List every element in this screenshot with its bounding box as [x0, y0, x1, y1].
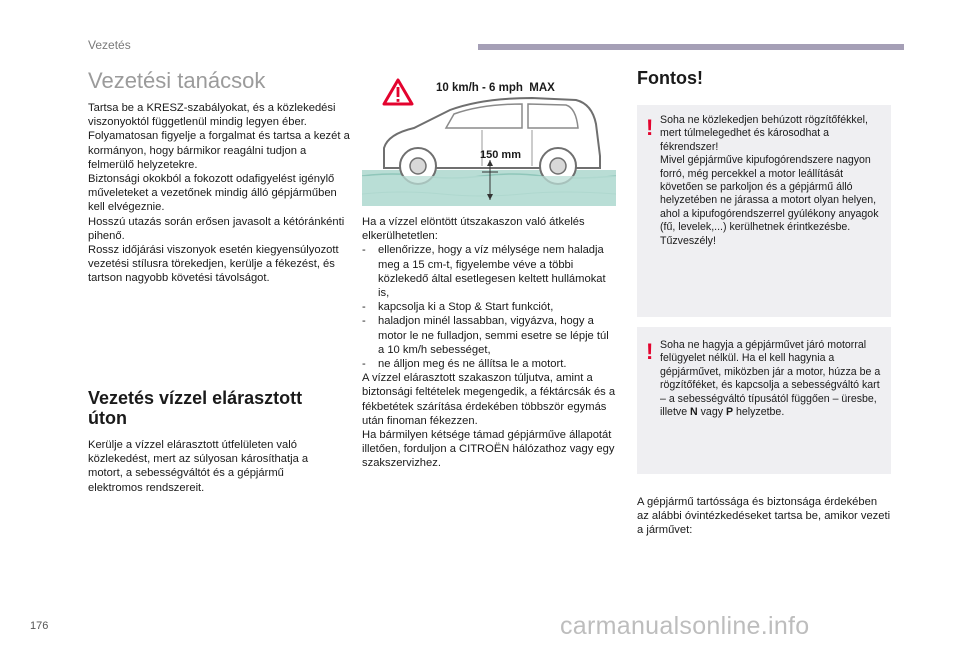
warning-box-parking-brake: [637, 105, 891, 317]
closing-text: A gépjármű tartóssága és biztonsága érdekében az alábbi óvintézkedéseket tartsa be, amikor vezeti a járművet:: [637, 496, 891, 537]
flooded-road-text: Kerülje a vízzel elárasztott útfelületen való közlekedést, mert az súlyosan károsíthatja a motort, a sebességváltót és a gépjármű elektromos rendszereit.: [88, 439, 309, 494]
flooded-road-figure: [362, 76, 616, 206]
section-title-flooded-road: Vezetés vízzel elárasztott úton: [88, 388, 303, 428]
driving-advice-text: [88, 101, 350, 286]
warning-mark-icon: !: [646, 115, 654, 140]
speed-limit-label: 10 km/h - 6 mph MAX: [436, 82, 555, 94]
box-paragraph: Soha ne közlekedjen behúzott rögzítőfékkel, mert túlmelegedhet és károsodhat a fékrendszer!: [660, 114, 868, 153]
box-paragraph: Soha ne hagyja a gépjárművet járó motorral felügyelet nélkül. Ha el kell hagynia a gépjárművet, miközben jár a motor, húzza be a rögzítőféket, és kapcsolja a sebességváltó kart – a sebességváltó típusától függően – üresbe, illetve N vagy P helyzetbe.: [660, 339, 881, 419]
doubt-text: Ha bármilyen kétsége támad gépjárműve állapotát illetően, forduljon a CITROËN hálózathoz vagy egy szakszervizhez.: [362, 429, 615, 470]
paragraph: Folyamatosan figyelje a forgalmat és tartsa a kezét a kormányon, hogy bármikor reagálni tudjon a felmerülő helyzetekre.: [88, 130, 350, 171]
intro-text: Ha a vízzel elöntött útszakaszon való átkelés elkerülhetetlen:: [362, 216, 585, 243]
flooded-road-instructions: [362, 215, 618, 471]
list-item: - ne álljon meg és ne állítsa le a motort.: [362, 358, 567, 371]
chapter-title: Vezetés: [88, 38, 131, 52]
page-number: 176: [30, 620, 49, 632]
paragraph: Hosszú utazás során erősen javasolt a kétóránkénti pihenő.: [88, 215, 345, 242]
warning-triangle-icon: [382, 78, 414, 106]
chapter-rule: [478, 44, 904, 50]
paragraph: Tartsa be a KRESZ-szabályokat, és a közlekedési viszonyoktól függetlenül mindig legyen éber.: [88, 102, 336, 129]
list-item: - haladjon minél lassabban, vigyázva, hogy a motor le ne fulladjon, semmi esetre se lépje túl a 10 km/h sebességet,: [362, 315, 609, 356]
list-item: - kapcsolja ki a Stop & Start funkciót,: [362, 301, 554, 314]
watermark: carmanualsonline.info: [560, 612, 810, 640]
paragraph: Rossz időjárási viszonyok esetén kiegyensúlyozott vezetési stílusra törekedjen, kerülje a fékezést, és tartson nagyobb követési távolságot.: [88, 244, 339, 285]
box-paragraph: Mivel gépjárműve kipufogórendszere nagyon forró, még percekkel a motor leállítását követően se parkoljon és a gépjármű álló helyzetében ne járassa a motort olyan helyen, ahol a kipufogórendszerrel gyúlékony anyagok (fű, levelek,...) kerülhetnek érintkezésbe. Tűzveszély!: [660, 154, 879, 247]
list-item: - ellenőrizze, hogy a víz mélysége nem haladja meg a 15 cm-t, figyelembe véve a többi közlekedő által esetlegesen keltett hullámokat is,: [362, 244, 606, 300]
water-depth-label: 150 mm: [480, 149, 521, 161]
page-title: Vezetési tanácsok: [88, 68, 266, 93]
important-title: Fontos!: [637, 68, 703, 88]
warning-box-running-engine: [637, 327, 891, 474]
paragraph: Biztonsági okokból a fokozott odafigyelést igénylő műveleteket a vezetőnek mindig álló gépjárműben kell elvégeznie.: [88, 173, 337, 214]
warning-mark-icon: !: [646, 339, 654, 364]
after-flood-text: A vízzel elárasztott szakaszon túljutva, amint a biztonsági feltételek megengedik, a féktárcsák és a fékbetétek szárítása érdekében többször egymás után finoman fékezzen.: [362, 372, 616, 427]
